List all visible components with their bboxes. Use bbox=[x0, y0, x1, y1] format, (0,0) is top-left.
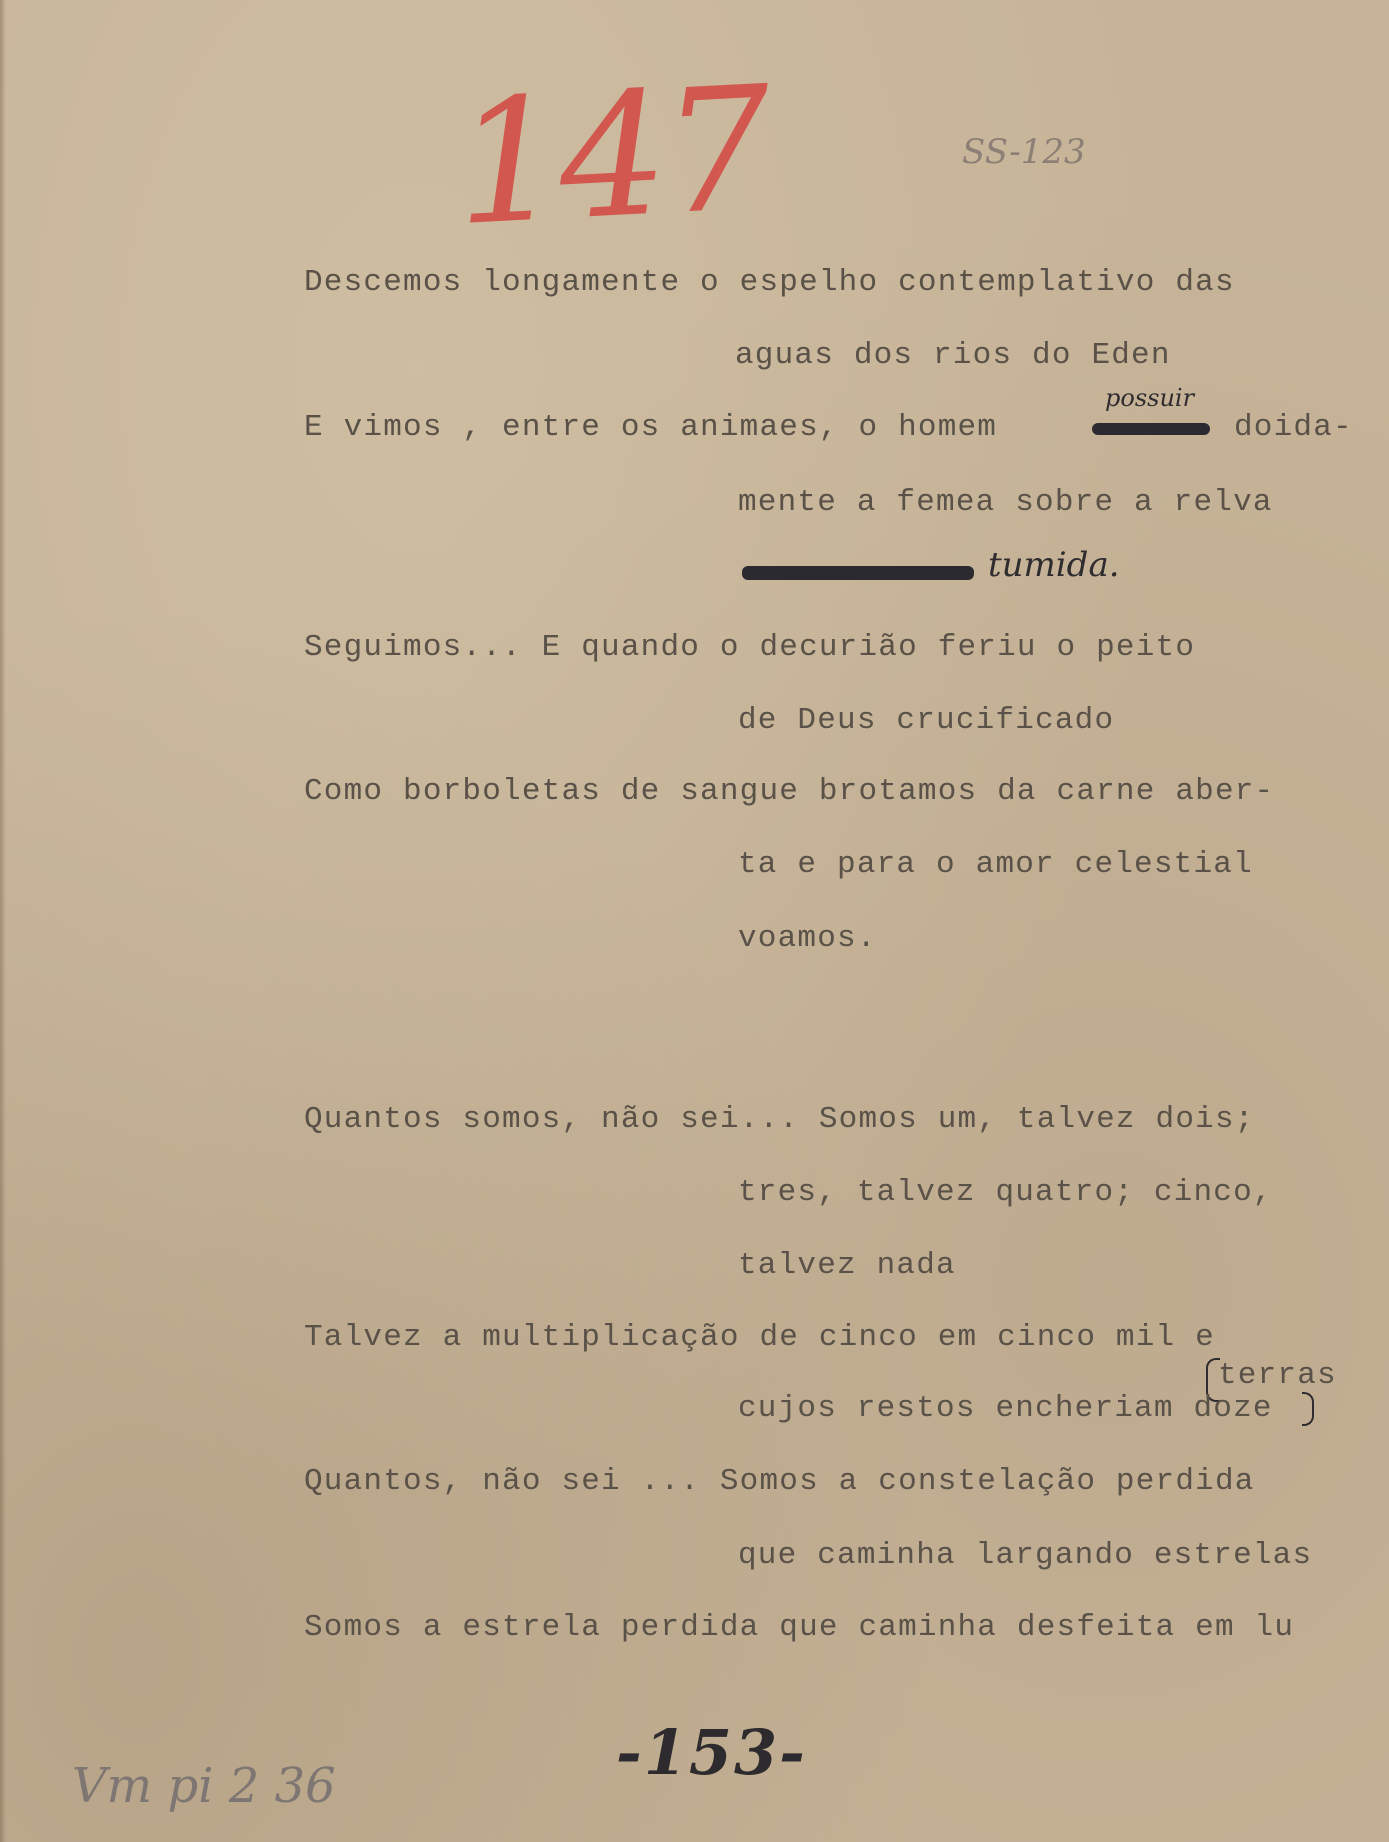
typed-line: Quantos somos, não sei... Somos um, talvez dois; bbox=[304, 1102, 1255, 1137]
paper-edge-shadow bbox=[0, 0, 6, 1842]
typed-line: Como borboletas de sangue brotamos da carne aber- bbox=[304, 774, 1275, 809]
folio-number: 147 bbox=[450, 49, 773, 265]
typed-line: Seguimos... E quando o decurião feriu o peito bbox=[304, 630, 1196, 665]
archive-note: Vm pi 2 36 bbox=[72, 1758, 336, 1814]
typed-line: Quantos, não sei ... Somos a constelação perdida bbox=[304, 1464, 1255, 1499]
struck-out-word bbox=[1092, 423, 1210, 435]
typed-line: terras bbox=[1218, 1358, 1337, 1393]
typed-line: E vimos , entre os animaes, o homem bbox=[304, 410, 998, 445]
typed-line: que caminha largando estrelas bbox=[738, 1538, 1313, 1573]
typed-line: talvez nada bbox=[738, 1248, 956, 1283]
typed-line: doida- bbox=[1234, 410, 1353, 445]
typed-line: Descemos longamente o espelho contemplativo das bbox=[304, 265, 1235, 300]
handwritten-insertion: tumida. bbox=[988, 545, 1120, 585]
struck-out-word bbox=[742, 566, 974, 580]
typed-line: voamos. bbox=[738, 921, 877, 956]
typed-line: mente a femea sobre a relva bbox=[738, 485, 1273, 520]
typed-line: Somos a estrela perdida que caminha desfeita em lu bbox=[304, 1610, 1295, 1645]
catalog-code: SS-123 bbox=[962, 132, 1086, 172]
handwritten-insertion: possuir bbox=[1105, 384, 1195, 412]
typed-line: aguas dos rios do Eden bbox=[735, 338, 1171, 373]
typed-line: cujos restos encheriam doze bbox=[738, 1391, 1273, 1426]
insertion-bracket bbox=[1302, 1392, 1314, 1426]
typed-line: tres, talvez quatro; cinco, bbox=[738, 1175, 1273, 1210]
page-number: -153- bbox=[616, 1716, 807, 1789]
typed-line: ta e para o amor celestial bbox=[738, 847, 1253, 882]
typed-line: Talvez a multiplicação de cinco em cinco mil e bbox=[304, 1320, 1215, 1355]
typed-line: de Deus crucificado bbox=[738, 703, 1115, 738]
